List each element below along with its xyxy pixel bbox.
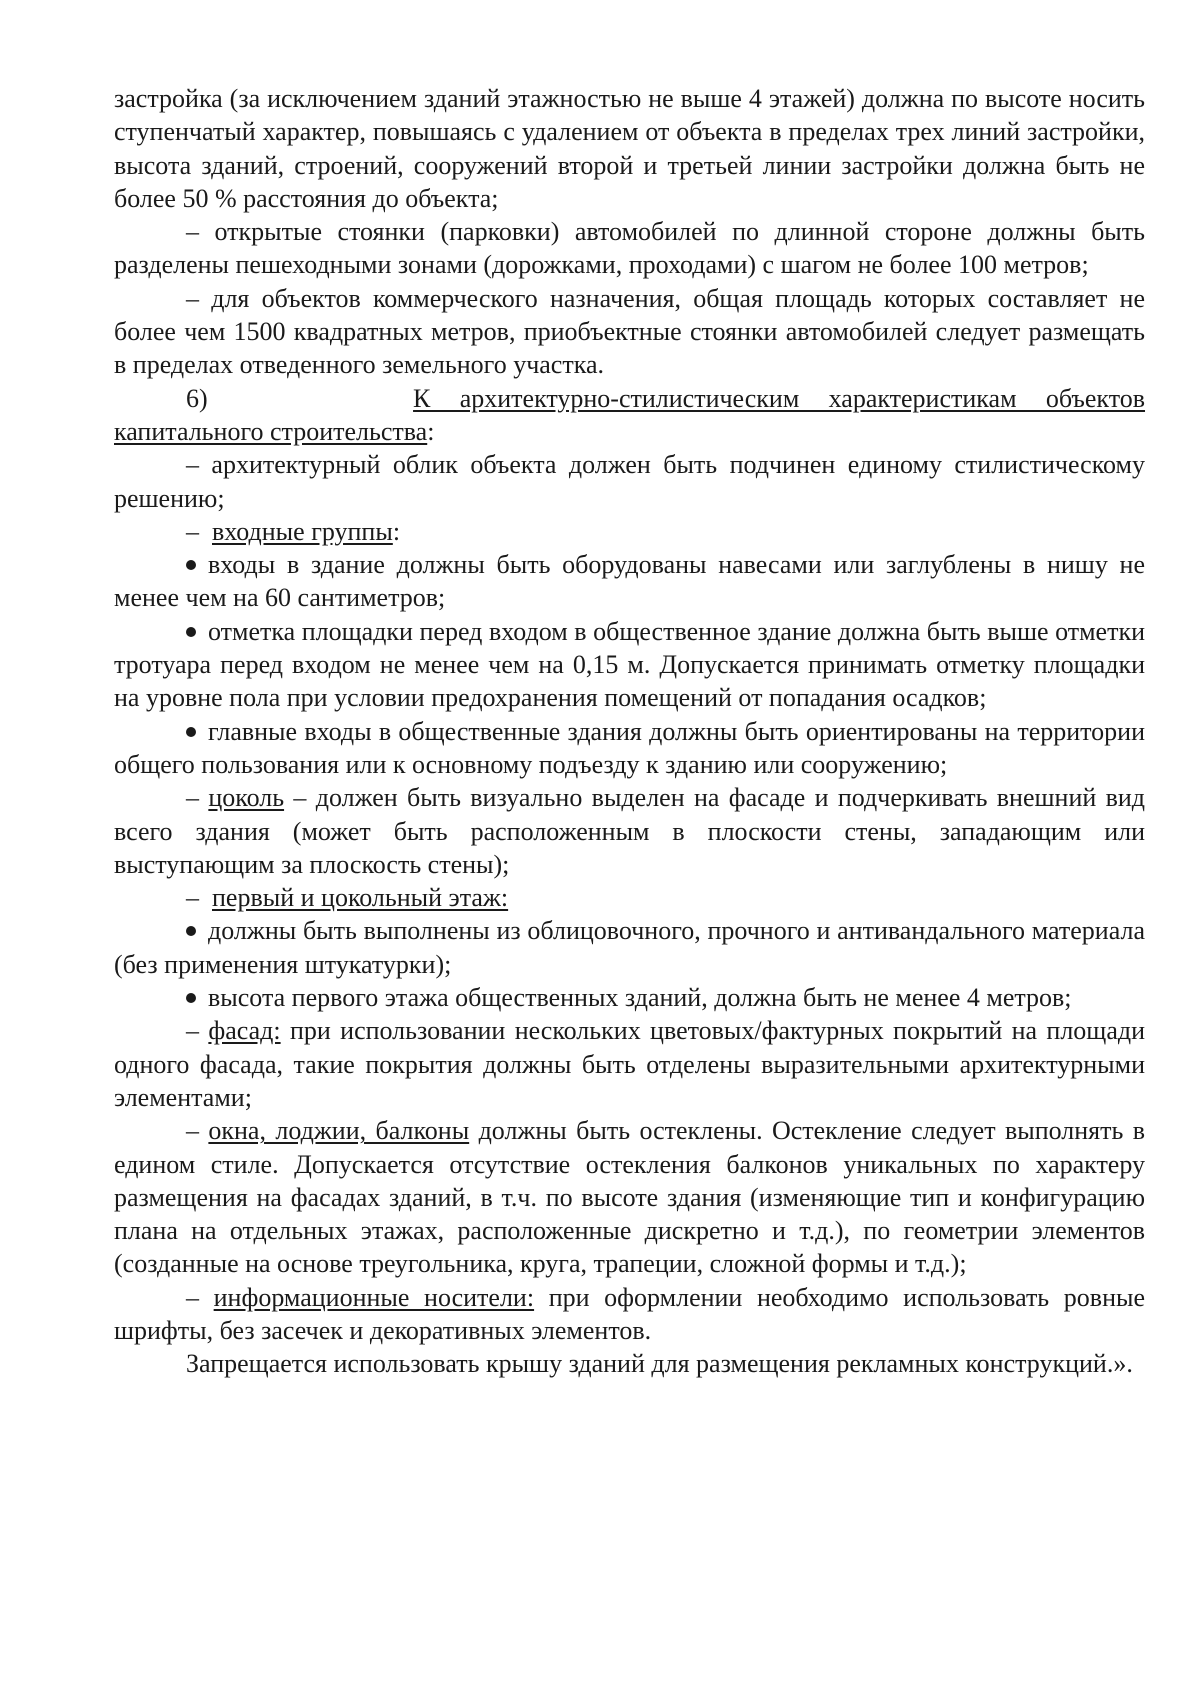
paragraph-commercial-parking: – для объектов коммерческого назначения, общая площадь которых составляет не более чем 1500 квадратных метров, приобъектные стоянки автомобилей следует размещать в пределах отведенного земельного участка.: [114, 283, 1145, 380]
paragraph-roof-advertising: Запрещается использовать крышу зданий для размещения рекламных конструкций.».: [186, 1349, 1133, 1379]
section-heading-6: [114, 382, 1145, 415]
bullet-item-canopies: [114, 548, 1145, 615]
bullet-item-main-entrances: [114, 715, 1145, 782]
bullet-icon: [186, 560, 196, 570]
info-carriers-text: при оформлении необходимо использовать ровные шрифты, без засечек и декоративных элементов.: [114, 1282, 1145, 1345]
info-carriers-label: информационные носители:: [213, 1282, 535, 1312]
first-floor-label: первый и цокольный этаж:: [212, 883, 509, 913]
bullet-icon: [186, 926, 196, 936]
plinth-text: – должен быть визуально выделен на фасаде и подчеркивать внешний вид всего здания (может быть расположенным в плоскости стены, западающим или выступающим за плоскость стены);: [114, 783, 1146, 879]
dash: –: [186, 783, 199, 813]
windows-label: окна, лоджии, балконы: [208, 1116, 470, 1146]
windows-text: должны быть остеклены. Остекление следует выполнять в едином стиле. Допускается отсутствие остекления балконов уникальных по характеру размещения на фасадах зданий, в т.ч. по высоте здания (изменяющие тип и конфигурацию плана на отдельных этажах, расположенные дискретно и т.д.), по геометрии элементов (созданные на основе треугольника, круга, трапеции, сложной формы и т.д.);: [114, 1116, 1146, 1279]
subheading-first-floor: [114, 881, 1145, 914]
section-heading-underlined-b: капитального строительства: [114, 416, 428, 446]
section-heading-underlined-a: К архитектурно-стилистическим характеристикам объектов: [413, 383, 1146, 413]
paragraph-building-height: застройка (за исключением зданий этажностью не выше 4 этажей) должна по высоте носить ступенчатый характер, повышаясь с удалением от объекта в пределах трех линий застройки, высота зданий, строений, сооружений второй и третьей линии застройки должна быть не более 50 % расстояния до объекта;: [114, 84, 1145, 213]
section-number: 6): [186, 383, 208, 413]
paragraph-info-carriers: [114, 1281, 1145, 1348]
bullet-icon: [186, 727, 196, 737]
paragraph-plinth: [114, 781, 1145, 881]
bullet-text: высота первого этажа общественных зданий, должна быть не менее 4 метров;: [208, 983, 1072, 1013]
colon: :: [392, 516, 401, 546]
facade-text: при использовании нескольких цветовых/фактурных покрытий на площади одного фасада, такие покрытия должны быть отделены выразительными архитектурными элементами;: [114, 1016, 1146, 1112]
section-heading-colon: :: [427, 416, 435, 446]
plinth-label: цоколь: [208, 783, 285, 813]
paragraph-facade: [114, 1014, 1145, 1114]
bullet-item-first-floor-height: [114, 981, 1145, 1014]
entrance-groups-label: входные группы: [212, 516, 393, 546]
paragraph-architectural-look: – архитектурный облик объекта должен быть подчинен единому стилистическому решению;: [114, 450, 1145, 513]
dash: –: [186, 1282, 199, 1312]
facade-label: фасад:: [208, 1016, 281, 1046]
paragraph-parking-zones: – открытые стоянки (парковки) автомобилей по длинной стороне должны быть разделены пешеходными зонами (дорожками, проходами) с шагом не более 100 метров;: [114, 217, 1145, 280]
bullet-item-cladding: [114, 914, 1145, 981]
bullet-text: отметка площадки перед входом в общественное здание должна быть выше отметки тротуара перед входом не менее чем на 0,15 м. Допускается принимать отметку площадки на уровне пола при условии предохранения помещений от попадания осадков;: [114, 616, 1145, 713]
section-heading-6-line2: [114, 415, 1145, 448]
dash: –: [186, 1016, 199, 1046]
bullet-text: входы в здание должны быть оборудованы навесами или заглублены в нишу не менее чем на 60 сантиметров;: [114, 550, 1145, 613]
subheading-entrance-groups: [114, 515, 1145, 548]
paragraph-windows: [114, 1114, 1145, 1280]
dash: –: [186, 516, 199, 546]
dash: –: [186, 883, 199, 913]
document-page: [114, 82, 1145, 1381]
bullet-text: должны быть выполнены из облицовочного, прочного и антивандального материала (без применения штукатурки);: [114, 916, 1145, 979]
bullet-icon: [186, 993, 196, 1003]
bullet-item-platform-level: [114, 615, 1145, 715]
dash: –: [186, 1116, 199, 1146]
bullet-text: главные входы в общественные здания должны быть ориентированы на территории общего пользования или к основному подъезду к зданию или сооружению;: [114, 716, 1145, 779]
bullet-icon: [186, 627, 196, 637]
